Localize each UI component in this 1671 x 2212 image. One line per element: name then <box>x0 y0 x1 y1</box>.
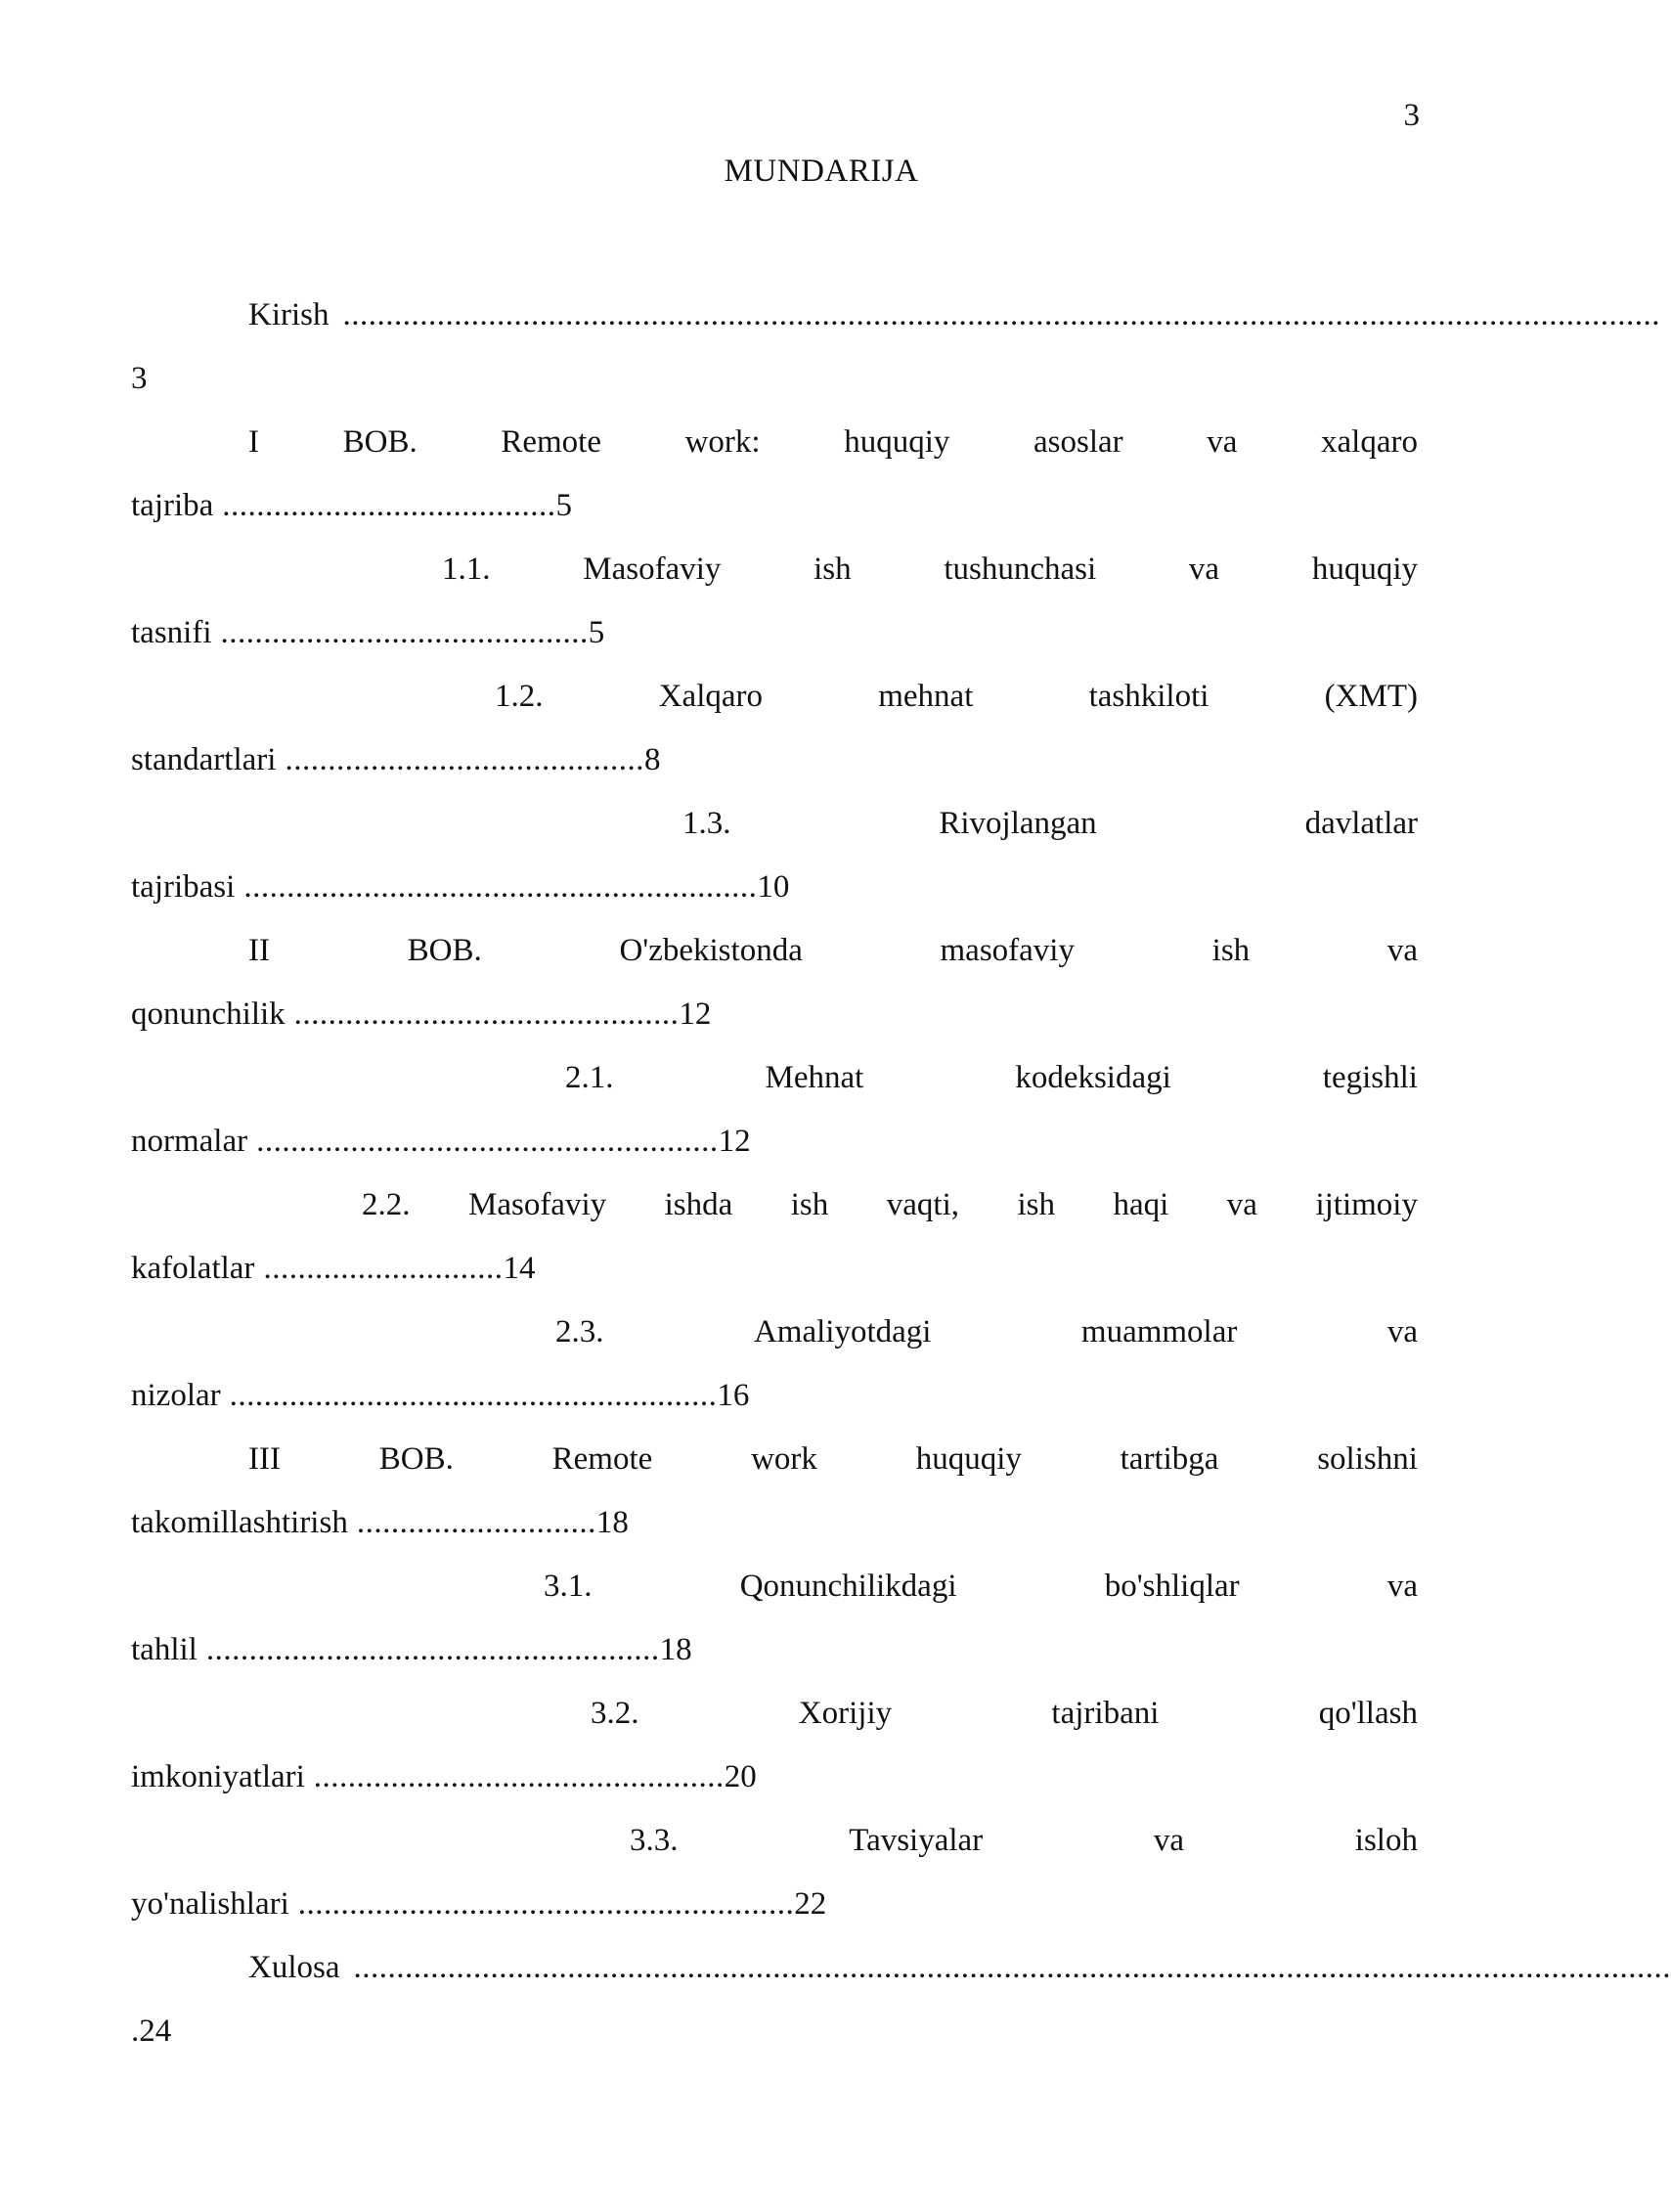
toc-page-number: 18 <box>595 1505 629 1540</box>
toc-entry-text: 3 <box>131 361 148 396</box>
toc-leader: ................................................ <box>313 1759 725 1794</box>
toc-entry-text: tahlil <box>131 1632 198 1667</box>
toc-word: 3.3. <box>630 1823 679 1858</box>
toc-entry-text: qonunchilik <box>131 996 286 1032</box>
toc-leader: ............................................. <box>293 996 680 1032</box>
toc-entry-page-line <box>131 1237 1418 1301</box>
toc-word: va <box>1188 552 1220 587</box>
toc-word: ish <box>790 1187 829 1222</box>
toc-word: II <box>248 933 270 968</box>
toc-word: 1.2. <box>495 679 544 714</box>
toc-word: work <box>751 1441 817 1477</box>
toc-entry-page-line <box>131 1873 1418 1936</box>
toc-entry-heading-line <box>442 538 1418 601</box>
toc-word: bo'shliqlar <box>1104 1569 1240 1604</box>
toc-word: BOB. <box>342 424 418 460</box>
toc-entry-text: standartlari <box>131 742 277 777</box>
toc-word: ishda <box>664 1187 733 1222</box>
table-of-contents <box>131 284 1671 2063</box>
toc-entry-page-line <box>131 1364 1418 1428</box>
toc-leader: .......................................................................................................................................................... <box>342 297 1660 332</box>
toc-word: Remote <box>551 1441 653 1477</box>
toc-entry <box>131 538 1418 665</box>
toc-entry-page-line <box>131 601 1418 665</box>
toc-word: Masofaviy <box>467 1187 607 1222</box>
toc-word: 1.1. <box>442 552 491 587</box>
toc-word: qo'llash <box>1318 1696 1418 1731</box>
toc-word: Xalqaro <box>658 679 764 714</box>
toc-entry <box>131 284 1660 411</box>
toc-leader: ..................................................... <box>205 1632 660 1667</box>
toc-entry-heading-line <box>248 919 1418 983</box>
toc-leader: ............................ <box>263 1251 504 1286</box>
toc-word: va <box>1386 1314 1418 1349</box>
toc-leader: .......................................... <box>285 742 644 777</box>
toc-leader: .......................................................................................................................................................... <box>353 1950 1671 1985</box>
toc-leader: ...................................................... <box>256 1124 719 1159</box>
toc-word: tajribani <box>1051 1696 1160 1731</box>
toc-word: Xorijiy <box>798 1696 893 1731</box>
toc-entry-page-line <box>131 1746 1418 1809</box>
toc-word: BOB. <box>407 933 482 968</box>
toc-word: huquqiy <box>915 1441 1022 1477</box>
toc-word: huquqiy <box>844 424 950 460</box>
toc-entry-text: yo'nalishlari <box>131 1886 289 1922</box>
toc-entry-heading-line <box>555 1301 1418 1364</box>
toc-entry-heading-line <box>248 411 1418 474</box>
toc-entry-page-line <box>131 1491 1418 1555</box>
toc-entry-text: kafolatlar <box>131 1251 255 1286</box>
toc-entry <box>131 1936 1671 2063</box>
toc-word: tartibga <box>1120 1441 1219 1477</box>
toc-entry-page-line <box>131 856 1418 919</box>
toc-word: Tavsiyalar <box>849 1823 984 1858</box>
toc-word: asoslar <box>1033 424 1123 460</box>
toc-word: Kirish <box>248 297 330 332</box>
toc-entry-heading-line <box>544 1555 1418 1618</box>
toc-entry <box>131 919 1418 1046</box>
toc-word: tushunchasi <box>944 552 1097 587</box>
toc-word: Rivojlangan <box>939 806 1097 841</box>
toc-word: 3.1. <box>544 1569 593 1604</box>
toc-word: muammolar <box>1080 1314 1238 1349</box>
toc-word: O'zbekistonda <box>619 933 803 968</box>
toc-word: (XMT) <box>1324 679 1418 714</box>
toc-entry-text: normalar <box>131 1124 248 1159</box>
toc-entry-page-line <box>131 729 1418 792</box>
toc-word: 1.3. <box>682 806 731 841</box>
toc-word: isloh <box>1354 1823 1418 1858</box>
toc-word: Amaliyotdagi <box>753 1314 932 1349</box>
toc-word: 2.3. <box>555 1314 604 1349</box>
toc-word: masofaviy <box>940 933 1075 968</box>
toc-entry-page-line <box>131 1110 1418 1173</box>
toc-entry <box>131 792 1418 919</box>
toc-word: xalqaro <box>1321 424 1418 460</box>
toc-entry-text: imkoniyatlari <box>131 1759 305 1794</box>
toc-entry <box>131 1046 1418 1173</box>
toc-word: va <box>1386 1569 1418 1604</box>
toc-word: BOB. <box>378 1441 454 1477</box>
toc-word: va <box>1226 1187 1257 1222</box>
toc-page-number: 5 <box>588 615 605 650</box>
toc-page-number: 5 <box>555 488 573 523</box>
toc-entry-text: tajriba <box>131 488 214 523</box>
toc-entry-heading-line <box>248 1428 1418 1491</box>
toc-page-number: 14 <box>503 1251 536 1286</box>
toc-word: work: <box>684 424 761 460</box>
toc-entry <box>131 1301 1418 1428</box>
toc-word: huquqiy <box>1311 552 1418 587</box>
toc-entry-heading-line <box>362 1173 1418 1237</box>
toc-entry <box>131 1428 1418 1555</box>
toc-entry-heading-line <box>248 284 1660 347</box>
toc-page-number: 12 <box>718 1124 751 1159</box>
toc-word: va <box>1207 424 1238 460</box>
toc-word: Xulosa <box>248 1950 340 1985</box>
toc-entry-text: takomillashtirish <box>131 1505 348 1540</box>
toc-entry-text: .24 <box>131 2013 172 2049</box>
toc-entry-heading-line <box>495 665 1418 729</box>
toc-page-number: 22 <box>794 1886 827 1922</box>
toc-entry <box>131 1682 1418 1809</box>
toc-word: va <box>1386 933 1418 968</box>
toc-leader: ........................................... <box>220 615 589 650</box>
toc-word: 2.1. <box>565 1060 614 1095</box>
toc-entry-page-line <box>131 983 1418 1046</box>
toc-word: III <box>248 1441 281 1477</box>
toc-leader: .......................................................... <box>297 1886 795 1922</box>
toc-word: haqi <box>1113 1187 1169 1222</box>
toc-word: tegishli <box>1322 1060 1418 1095</box>
toc-page-number: 18 <box>659 1632 692 1667</box>
toc-word: ijtimoiy <box>1315 1187 1418 1222</box>
toc-page-number: 16 <box>717 1378 750 1413</box>
toc-word: I <box>248 424 259 460</box>
toc-word: va <box>1153 1823 1185 1858</box>
toc-leader: ....................................... <box>222 488 556 523</box>
toc-word: Qonunchilikdagi <box>739 1569 957 1604</box>
toc-word: ish <box>1211 933 1251 968</box>
toc-word: 3.2. <box>591 1696 639 1731</box>
toc-word: tashkiloti <box>1088 679 1209 714</box>
toc-entry-text: tajribasi <box>131 869 236 905</box>
toc-entry-heading-line <box>248 1936 1671 2000</box>
toc-word: Mehnat <box>765 1060 864 1095</box>
toc-leader: ............................................................ <box>243 869 758 905</box>
toc-leader: ............................ <box>356 1505 596 1540</box>
page-title: MUNDARIJA <box>724 154 919 189</box>
toc-word: vaqti, <box>886 1187 959 1222</box>
toc-entry-page-line <box>131 1618 1418 1682</box>
toc-word: ish <box>814 552 852 587</box>
toc-entry <box>131 665 1418 792</box>
toc-page-number: 20 <box>724 1759 757 1794</box>
toc-word: davlatlar <box>1304 806 1418 841</box>
toc-entry-page-line <box>131 474 1418 538</box>
toc-entry-text: nizolar <box>131 1378 221 1413</box>
toc-entry-text: tasnifi <box>131 615 212 650</box>
toc-word: kodeksidagi <box>1015 1060 1171 1095</box>
toc-word: mehnat <box>878 679 974 714</box>
toc-page-number: 10 <box>757 869 790 905</box>
toc-entry <box>131 1173 1418 1301</box>
toc-entry-heading-line <box>630 1809 1418 1873</box>
page-number: 3 <box>1403 98 1420 133</box>
toc-entry <box>131 1555 1418 1682</box>
toc-word: ish <box>1017 1187 1055 1222</box>
toc-entry <box>131 411 1418 538</box>
toc-entry <box>131 1809 1418 1936</box>
toc-page-number: 12 <box>679 996 712 1032</box>
toc-entry-heading-line <box>591 1682 1418 1746</box>
toc-leader: ......................................................... <box>229 1378 718 1413</box>
toc-word: Remote <box>501 424 601 460</box>
toc-word: Masofaviy <box>583 552 722 587</box>
toc-word: 2.2. <box>362 1187 411 1222</box>
toc-entry-page-line <box>131 347 1418 411</box>
toc-entry-heading-line <box>682 792 1418 856</box>
toc-word: solishni <box>1317 1441 1418 1477</box>
toc-page-number: 8 <box>643 742 661 777</box>
toc-entry-heading-line <box>565 1046 1418 1110</box>
toc-entry-page-line <box>131 2000 1418 2063</box>
